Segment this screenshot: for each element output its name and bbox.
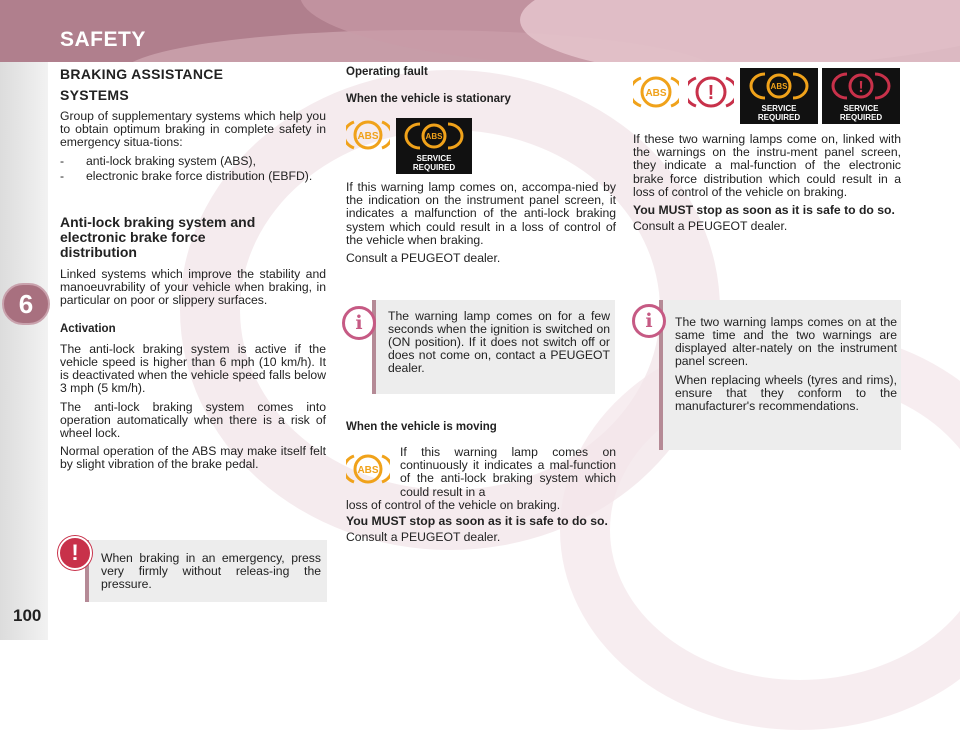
svg-text:ABS: ABS — [425, 132, 443, 141]
consult-text: Consult a PEUGEOT dealer. — [633, 219, 788, 234]
service-required-label: SERVICE REQUIRED — [412, 154, 456, 172]
svg-text:!: ! — [707, 82, 715, 104]
service-required-lamp — [396, 118, 472, 174]
svg-text:ABS: ABS — [357, 465, 379, 476]
brake-red-icon — [822, 68, 900, 104]
moving-block — [346, 421, 616, 441]
moving-block-rest — [346, 499, 616, 550]
svg-text:ABS: ABS — [357, 131, 379, 142]
activation-text: The anti-lock braking system is active if the vehicle speed is higher than 6 mph (10 km/h). It is deactivated when the vehicle speed falls below 3 mph (5 km/h). — [60, 341, 326, 396]
moving-title: When the vehicle is moving — [346, 421, 497, 433]
info-icon: i — [342, 306, 376, 340]
chapter-tab: 6 — [2, 283, 50, 325]
info-text: The warning lamp comes on for a few seconds when the ignition is switched on (ON position). If it does not switch off or does not come on, contact a PEUGEOT dealer. — [388, 309, 610, 375]
info-paragraph: The two warning lamps comes on at the same time and the two warnings are displayed alter-nately on the instrument panel screen. — [675, 315, 897, 368]
must-stop-text: You MUST stop as soon as it is safe to do so. — [346, 514, 608, 529]
section-heading: BRAKING ASSISTANCE SYSTEMS — [60, 66, 224, 103]
right-column — [633, 133, 901, 238]
info-icon: i — [632, 304, 666, 338]
info-box — [372, 300, 615, 394]
warning-box — [85, 540, 327, 602]
service-required-label: SERVICE REQUIRED — [757, 104, 801, 122]
info-text — [675, 316, 897, 413]
stationary-text: If this warning lamp comes on, accompa-nied by the indication on the instrument panel screen, it indicates a malfunction of the anti-lock braking system which could result in a loss of control of the vehicle when braking. — [346, 180, 616, 247]
left-rail — [0, 62, 48, 640]
info-box — [659, 300, 901, 450]
brake-red-icon — [688, 74, 734, 110]
svg-text:!: ! — [858, 79, 864, 96]
operating-fault-title: Operating fault — [346, 66, 428, 78]
moving-text: If this warning lamp comes on continuously it indicates a mal-function of the anti-lock braking system which could result in a — [400, 445, 616, 499]
service-required-lamp — [822, 68, 900, 124]
abs-amber-icon — [633, 74, 679, 110]
left-column — [60, 64, 326, 477]
middle-column — [346, 66, 616, 113]
abs-amber-icon — [396, 118, 472, 154]
abs-amber-icon — [346, 118, 390, 152]
activation-text: The anti-lock braking system comes into operation automatically when there is a risk of wheel lock. — [60, 399, 326, 441]
list-item: - electronic brake force distribution (EBFD). — [60, 168, 313, 183]
stationary-title: When the vehicle is stationary — [346, 93, 511, 106]
stationary-block — [346, 181, 616, 270]
page-title: SAFETY — [60, 28, 146, 51]
page-number: 100 — [13, 606, 42, 625]
warning-text: When braking in an emergency, press very firmly without releas-ing the pressure. — [101, 551, 321, 591]
info-paragraph: When replacing wheels (tyres and rims), ensure that they conform to the manufacturer's recommendations. — [675, 373, 897, 413]
moving-text: loss of control of the vehicle on braking. — [346, 498, 561, 512]
edfb-text: If these two warning lamps come on, linked with the warnings on the instru-ment panel screen, they indicate a mal-function of the electronic brake force distribution which could result in a loss of control of the vehicle on braking. — [633, 132, 901, 199]
abs-amber-icon — [346, 452, 390, 486]
abs-amber-icon — [740, 68, 818, 104]
service-required-label: SERVICE REQUIRED — [839, 104, 883, 122]
svg-text:ABS: ABS — [770, 82, 788, 91]
activation-text: Normal operation of the ABS may make itself felt by slight vibration of the brake pedal. — [60, 444, 326, 472]
must-stop-text: You MUST stop as soon as it is safe to do so. — [633, 203, 895, 218]
consult-text: Consult a PEUGEOT dealer. — [346, 251, 501, 266]
linked-text: Linked systems which improve the stability and manoeuvrability of your vehicle when braking, in particular on poor or slippery surfaces. — [60, 267, 326, 308]
intro-text: Group of supplementary systems which help you to obtain optimum braking in complete safety in emergency situa-tions: — [60, 109, 326, 150]
svg-text:ABS: ABS — [645, 88, 667, 99]
service-required-lamp — [740, 68, 818, 124]
subsection-heading: Anti-lock braking system and electronic brake force distribution — [60, 214, 256, 261]
activation-title: Activation — [60, 322, 116, 335]
consult-text: Consult a PEUGEOT dealer. — [346, 530, 501, 545]
warning-icon: ! — [58, 536, 92, 570]
list-item: - anti-lock braking system (ABS), — [60, 153, 257, 168]
